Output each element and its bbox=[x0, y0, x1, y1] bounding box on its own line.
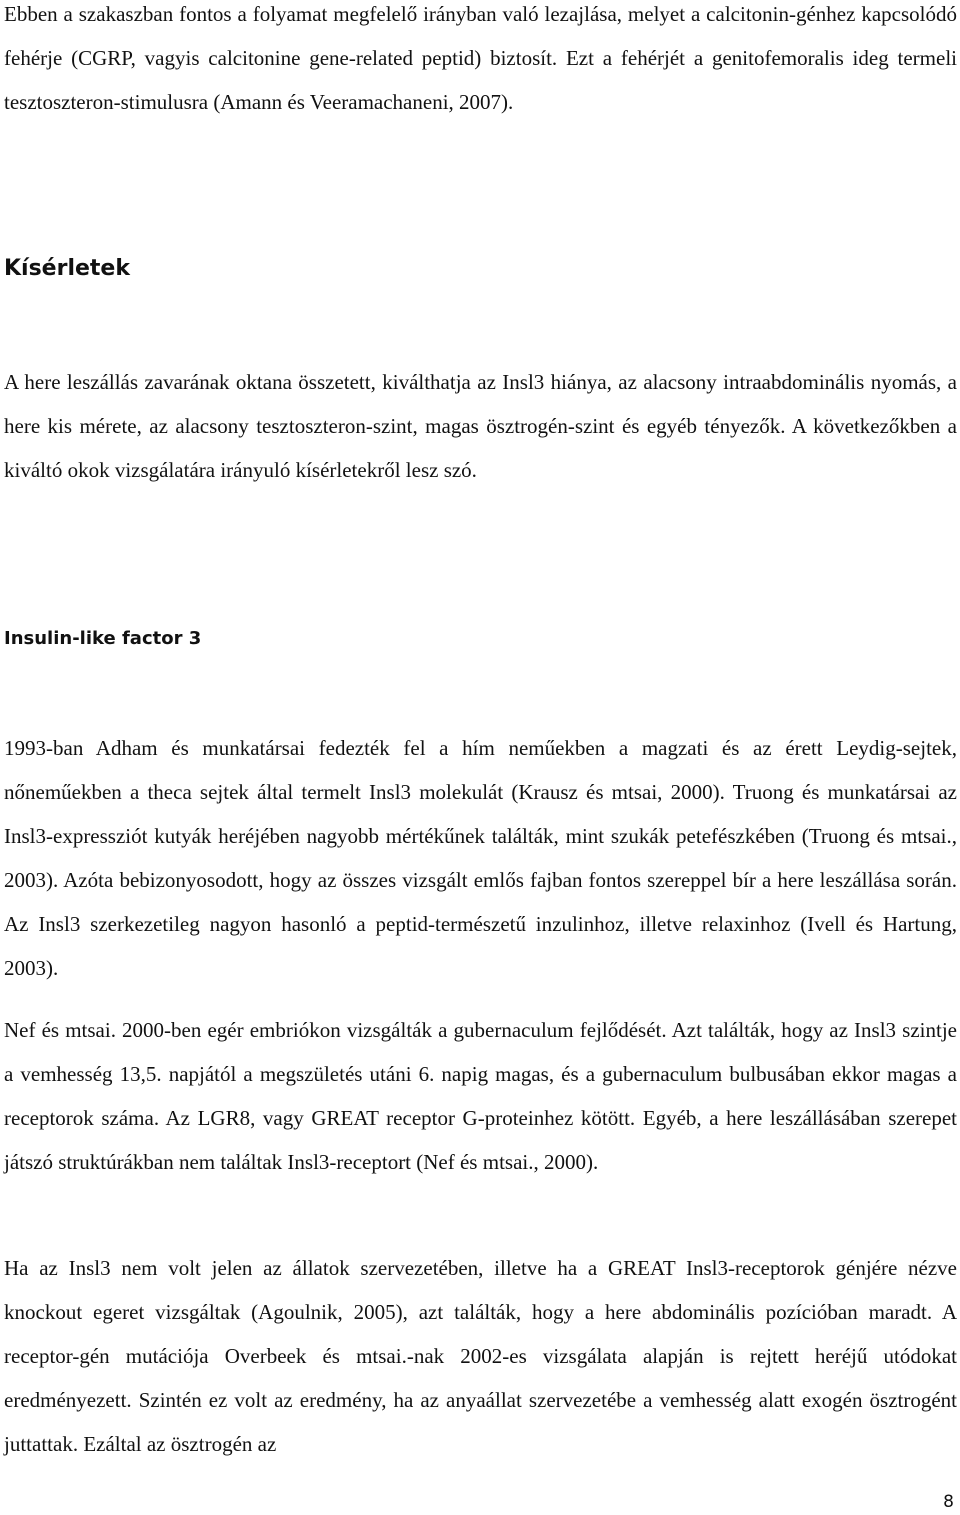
kiserletek-paragraph: A here leszállás zavarának oktana összetett, kiválthatja az Insl3 hiánya, az alacsony intraabdominális nyomás, a here kis mérete, az alacsony tesztoszteron-szint, magas ösztrogén-szint és egyéb tényezők. A következőkben a kiváltó okok vizsgálatára irányuló kísérletekről lesz szó. bbox=[4, 370, 957, 482]
section-heading-kiserletek: Kísérletek bbox=[4, 256, 130, 281]
insl3-paragraph-1: 1993-ban Adham és munkatársai fedezték fel a hím neműekben a magzati és az érett Leydig-sejtek, nőneműekben a theca sejtek által termelt Insl3 molekulát (Krausz és mtsai, 2000). Truong és munkatársai az Insl3-expressziót kutyák heréjében nagyobb mértékűnek találták, mint szukák petefészkében (Truong és mtsai., 2003). Azóta bebizonyosodott, hogy az összes vizsgált emlős fajban fontos szereppel bír a here leszállása során. Az Insl3 szerkezetileg nagyon hasonló a peptid-természetű inzulinhoz, illetve relaxinhoz (Ivell és Hartung, 2003). bbox=[4, 736, 957, 980]
insl3-paragraph-2: Nef és mtsai. 2000-ben egér embriókon vizsgálták a gubernaculum fejlődését. Azt találták, hogy az Insl3 szintje a vemhesség 13,5. napjától a megszületés utáni 6. napig magas, és a gubernaculum bulbusában ekkor magas a receptorok száma. Az LGR8, vagy GREAT receptor G-proteinhez kötött. Egyéb, a here leszállásában szerepet játszó struktúrákban nem találtak Insl3-receptort (Nef és mtsai., 2000). bbox=[4, 1018, 957, 1174]
intro-paragraph: Ebben a szakaszban fontos a folyamat megfelelő irányban való lezajlása, melyet a calcitonin-génhez kapcsolódó fehérje (CGRP, vagyis calcitonine gene-related peptid) biztosít. Ezt a fehérjét a genitofemoralis ideg termeli tesztoszteron-stimulusra (Amann és Veeramachaneni, 2007). bbox=[4, 2, 957, 114]
page-number: 8 bbox=[943, 1492, 954, 1512]
insl3-paragraph-3: Ha az Insl3 nem volt jelen az állatok szervezetében, illetve ha a GREAT Insl3-receptorok génjére nézve knockout egeret vizsgáltak (Agoulnik, 2005), azt találták, hogy a here abdominális pozícióban maradt. A receptor-gén mutációja Overbeek és mtsai.-nak 2002-es vizsgálata alapján is rejtett heréjű utódokat eredményezett. Szintén ez volt az eredmény, ha az anyaállat szervezetébe a vemhesség alatt exogén ösztrogént juttattak. Ezáltal az ösztrogén az bbox=[4, 1256, 957, 1456]
document-page bbox=[4, 0, 957, 1515]
section-heading-insl3: Insulin-like factor 3 bbox=[4, 628, 202, 649]
